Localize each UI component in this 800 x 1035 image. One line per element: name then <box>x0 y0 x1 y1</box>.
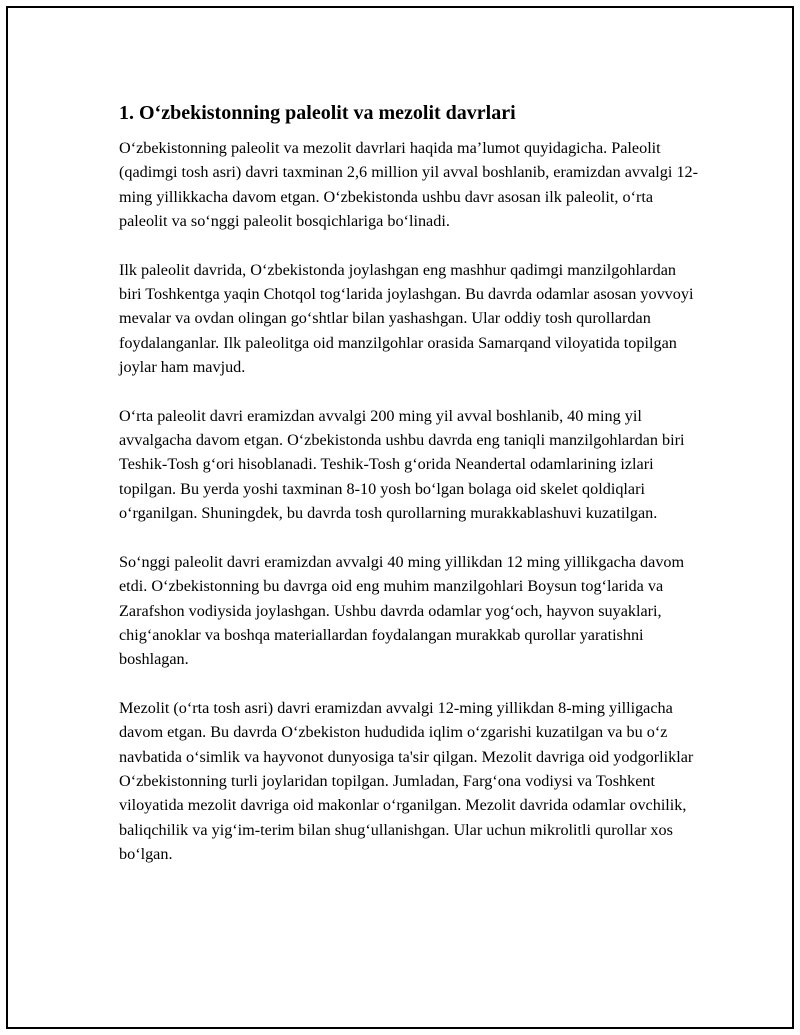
paragraph-early-paleolithic: Ilk paleolit davrida, Oʻzbekistonda joylashgan eng mashhur qadimgi manzilgohlardan biri Toshkentga yaqin Chotqol togʻlarida joylashgan. Bu davrda odamlar asosan yovvoyi mevalar va ovdan olingan goʻshtlar bilan yashashgan. Ular oddiy tosh qurollardan foydalanganlar. Ilk paleolitga oid manzilgohlar orasida Samarqand viloyatida topilgan joylar ham mavjud. <box>119 260 694 377</box>
paragraph-intro: Oʻzbekistonning paleolit va mezolit davrlari haqida maʼlumot quyidagicha. Paleolit (qadimgi tosh asri) davri taxminan 2,6 million yil avval boshlanib, eramizdan avvalgi 12-ming yillikkacha davom etgan. Oʻzbekistonda ushbu davr asosan ilk paleolit, oʻrta paleolit va soʻnggi paleolit bosqichlariga boʻlinadi. <box>119 139 699 231</box>
paragraph-middle-paleolithic: Oʻrta paleolit davri eramizdan avvalgi 200 ming yil avval boshlanib, 40 ming yil avvalgacha davom etgan. Oʻzbekistonda ushbu davrda eng taniqli manzilgohlardan biri Teshik-Tosh gʻori hisoblanadi. Teshik-Tosh gʻorida Neandertal odamlarining izlari topilgan. Bu yerda yoshi taxminan 8-10 yosh boʻlgan bolaga oid skelet qoldiqlari oʻrganilgan. Shuningdek, bu davrda tosh qurollarning murakkablashuvi kuzatilgan. <box>119 406 685 523</box>
paragraph-late-paleolithic: Soʻnggi paleolit davri eramizdan avvalgi 40 ming yillikdan 12 ming yillikgacha davom etdi. Oʻzbekistonning bu davrga oid eng muhim manzilgohlari Boysun togʻlarida va Zarafshon vodiysida joylashgan. Ushbu davrda odamlar yogʻoch, hayvon suyaklari, chigʻanoklar va boshqa materiallardan foydalangan murakkab qurollar yaratishni boshlagan. <box>119 552 685 669</box>
page-frame <box>6 6 794 1029</box>
document-body <box>119 100 699 891</box>
paragraph-mesolithic: Mezolit (oʻrta tosh asri) davri eramizdan avvalgi 12-ming yillikdan 8-ming yilligacha davom etgan. Bu davrda Oʻzbekiston hududida iqlim oʻzgarishi kuzatilgan va bu oʻz navbatida oʻsimlik va hayvonot dunyosiga ta'sir qilgan. Mezolit davriga oid yodgorliklar Oʻzbekistonning turli joylaridan topilgan. Jumladan, Fargʻona vodiysi va Toshkent viloyatida mezolit davriga oid makonlar oʻrganilgan. Mezolit davrida odamlar ovchilik, baliqchilik va yigʻim-terim bilan shugʻullanishgan. Ular uchun mikrolitli qurollar xos boʻlgan. <box>119 698 694 864</box>
document-title: 1. Oʻzbekistonning paleolit va mezolit davrlari <box>119 102 516 124</box>
